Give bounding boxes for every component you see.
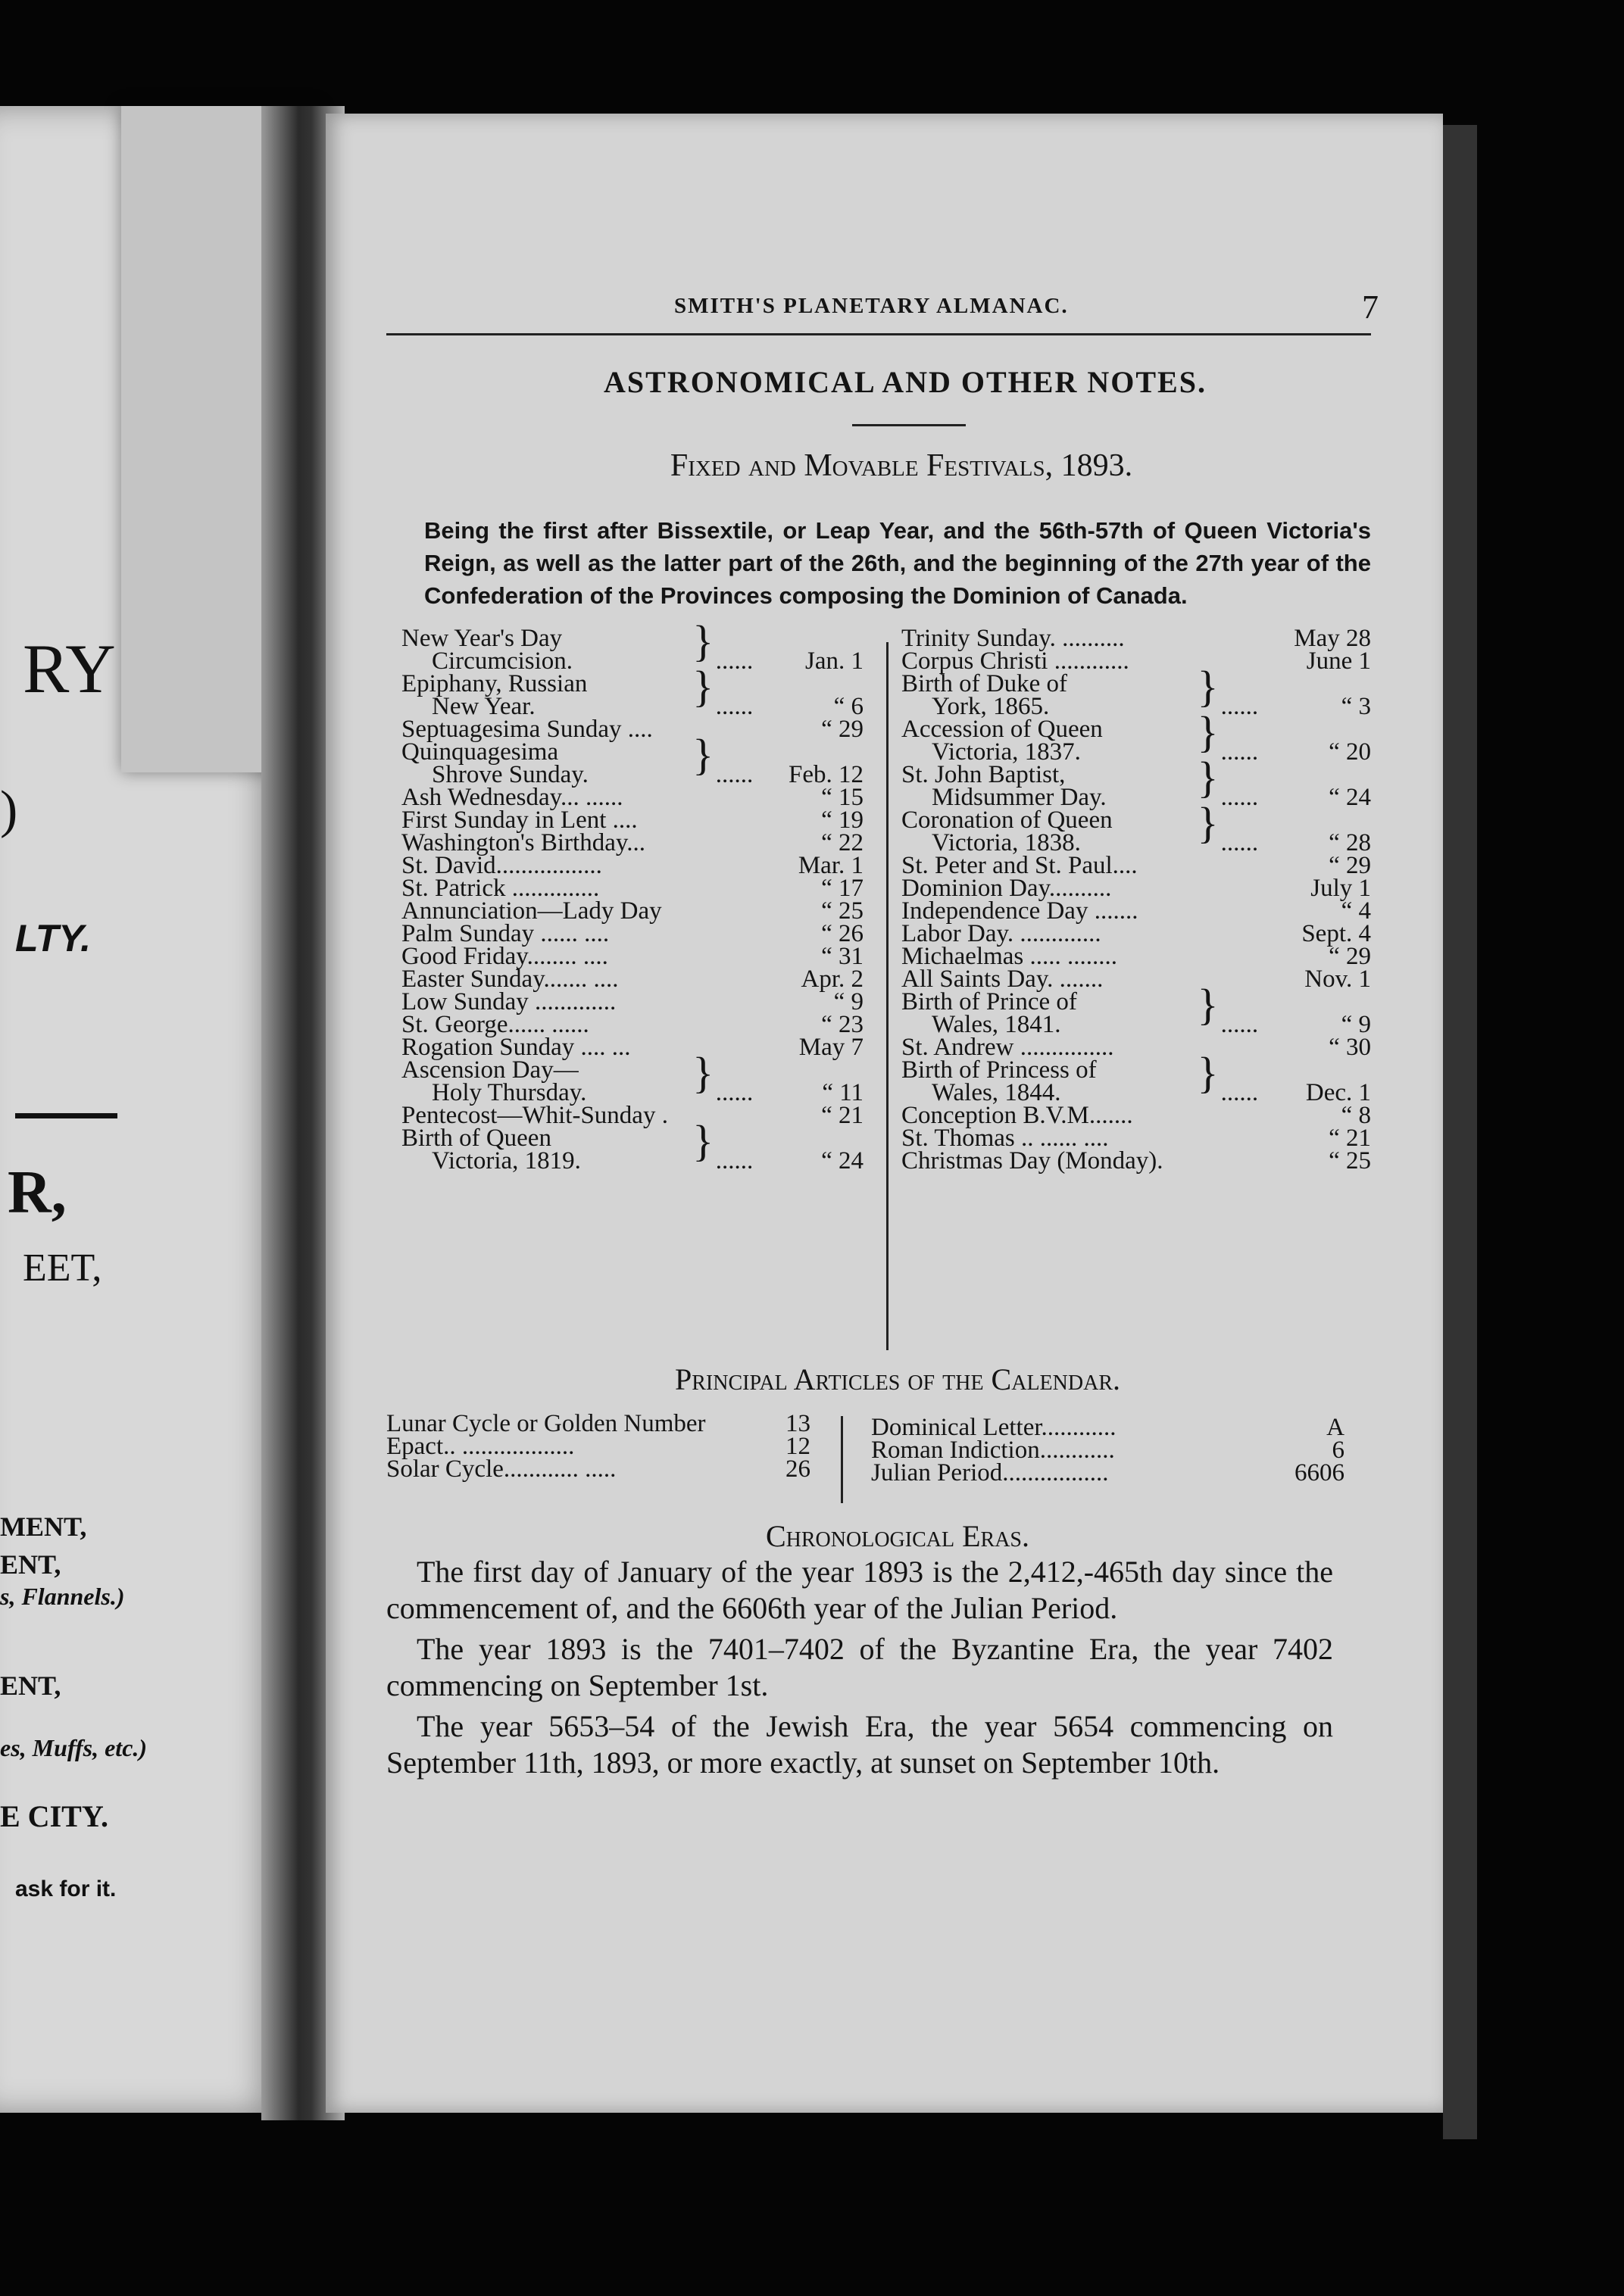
festival-name: Labor Day. ............. [901,920,1101,947]
festival-date: Jan. 1 [805,647,864,675]
running-header [386,280,1379,335]
festival-row [901,1056,1371,1084]
festival-date: “ 19 [821,806,864,834]
festival-name: St. Thomas .. ...... .... [901,1125,1109,1152]
festival-row [401,738,864,766]
calendar-article-row [386,1455,810,1483]
chronological-eras-title: Chronological Eras. [765,1519,1029,1553]
calendar-article-name: Roman Indiction............ [871,1437,1115,1464]
festival-row [901,1127,1371,1150]
section-subtitle: Fixed and Movable Festivals, 1893. [670,448,1133,483]
festival-date: “ 21 [1329,1125,1371,1152]
festival-date: “ 28 [1329,829,1371,856]
left-fragment: ENT, [0,1549,61,1580]
festival-date: “ 9 [833,988,864,1015]
brace-mark: } [692,616,714,666]
festival-row [401,945,864,968]
festival-name: Michaelmas ..... ........ [901,943,1118,970]
principal-articles-table [386,1412,1371,1503]
leader-dots: ...... [1220,738,1259,766]
left-fragment: E CITY. [0,1799,109,1833]
festival-name: St. John Baptist, [901,761,1066,788]
festival-name: Coronation of Queen [901,806,1113,834]
festival-date: “ 17 [821,875,864,902]
left-fragment: EET, [23,1246,102,1290]
festival-row [401,1104,864,1127]
calendar-article-name: Lunar Cycle or Golden Number [386,1410,706,1437]
brace-mark: } [1197,798,1219,847]
festival-row [901,877,1371,900]
festival-date: May 28 [1294,625,1371,652]
festival-name: Dominion Day.......... [901,875,1112,902]
left-fragment: ENT, [0,1671,61,1701]
left-fragment: s, Flannels.) [0,1583,125,1610]
festival-name: St. George...... ...... [401,1011,589,1038]
festival-row [401,877,864,900]
festival-name: Wales, 1844. [932,1079,1061,1106]
leader-dots: ...... [715,693,754,720]
festival-row [401,718,864,741]
calendar-article-value: 13 [785,1410,810,1437]
festival-date: “ 4 [1341,897,1371,925]
festival-row [901,627,1371,650]
calendar-article-name: Julian Period................. [871,1459,1109,1486]
festival-name: Rogation Sunday .... ... [401,1034,631,1061]
festival-row [401,1013,864,1036]
left-fragment: RY [23,630,116,707]
brace-mark: } [1197,1048,1219,1097]
festival-name: Corpus Christi ............ [901,647,1129,675]
festival-name: St. David................. [401,852,602,879]
left-fragment: ask for it. [15,1876,117,1901]
festival-name: Birth of Prince of [901,988,1077,1015]
festival-row [901,854,1371,877]
festival-date: June 1 [1306,647,1371,675]
left-fragment: LTY. [15,917,92,959]
festival-date: “ 24 [821,1147,864,1175]
festival-row [901,718,1371,741]
festival-date: “ 29 [821,716,864,743]
festival-row [401,1036,864,1059]
title-rule [852,424,966,426]
festival-row [901,1147,1371,1175]
calendar-article-name: Solar Cycle............ ..... [386,1455,617,1483]
left-fragment: R, [8,1159,67,1226]
festival-name: Victoria, 1819. [432,1147,581,1175]
chronological-eras-text [386,1554,1333,1781]
calendar-article-value: A [1326,1414,1344,1441]
festival-row [901,966,1371,993]
left-fragment: ) [0,781,18,839]
festival-date: “ 24 [1329,784,1371,811]
intro-paragraph: Being the first after Bissextile, or Leap Year, and the 56th-57th of Queen Victoria's Reign, as well as the latter part of the 26th, and the beginning of the 27th year of the Confederation of the Provinces composing the Dominion of Canada. [424,517,1371,609]
festival-row [901,672,1371,695]
calendar-article-value: 6606 [1295,1459,1344,1486]
festival-row [401,672,864,695]
festival-name: Birth of Duke of [901,670,1068,697]
festival-name: Wales, 1841. [932,1011,1061,1038]
festival-row [901,990,1371,1013]
festival-date: May 7 [798,1034,864,1061]
festival-date: “ 20 [1329,738,1371,766]
festival-date: “ 6 [833,693,864,720]
brace-mark: } [692,1048,714,1097]
festival-name: Low Sunday ............. [401,988,617,1015]
calendar-article-row [871,1416,1344,1439]
leader-dots: ...... [715,1147,754,1175]
festival-name: Victoria, 1838. [932,829,1081,856]
festival-date: “ 21 [821,1102,864,1129]
festival-row [401,897,864,925]
festival-name: New Year. [432,693,536,720]
brace-mark: } [692,1116,714,1165]
festival-date: Nov. 1 [1304,966,1371,993]
festival-name: Christmas Day (Monday). [901,1147,1163,1175]
column-divider [841,1416,843,1503]
brace-mark: } [1197,753,1219,802]
leader-dots: ...... [715,761,754,788]
festival-date: “ 9 [1341,1011,1371,1038]
festival-date: “ 3 [1341,693,1371,720]
festival-name: Annunciation—Lady Day [401,897,662,925]
festival-date: Mar. 1 [798,852,864,879]
festival-row [901,806,1371,834]
left-rule [15,1113,117,1118]
calendar-article-name: Dominical Letter............ [871,1414,1116,1441]
festivals-table [386,616,1371,1346]
festival-name: Shrove Sunday. [432,761,589,788]
leader-dots: ...... [1220,1079,1259,1106]
left-fragment: es, Muffs, etc.) [0,1734,148,1761]
festival-name: Independence Day ....... [901,897,1138,925]
festival-name: St. Andrew ............... [901,1034,1114,1061]
brace-mark: } [1197,662,1219,711]
column-divider [886,642,889,1350]
leader-dots: ...... [1220,784,1259,811]
festival-name: Circumcision. [432,647,573,675]
festivals-left-column [401,616,864,1175]
festival-date: Apr. 2 [801,966,864,993]
leader-dots: ...... [1220,829,1259,856]
calendar-article-row [871,1459,1344,1486]
principal-articles-title: Principal Articles of the Calendar. [674,1362,1120,1396]
festival-name: Ascension Day— [401,1056,579,1084]
calendar-article-row [871,1439,1344,1462]
leader-dots: ...... [715,1079,754,1106]
leader-dots: ...... [1220,1011,1259,1038]
festival-row [401,1056,864,1084]
principal-right-column [871,1416,1344,1484]
festival-name: Victoria, 1837. [932,738,1081,766]
festival-row [901,1104,1371,1127]
festival-date: “ 23 [821,1011,864,1038]
festival-name: Palm Sunday ...... .... [401,920,610,947]
festival-date: “ 8 [1341,1102,1371,1129]
festival-date: July 1 [1310,875,1371,902]
festival-name: Birth of Princess of [901,1056,1097,1084]
calendar-article-value: 12 [785,1433,810,1460]
page-content [386,280,1379,1786]
festival-name: Accession of Queen [901,716,1103,743]
festival-name: Good Friday........ .... [401,943,608,970]
festival-date: “ 29 [1329,852,1371,879]
festival-row [401,966,864,993]
festival-name: Holy Thursday. [432,1079,587,1106]
festival-date: “ 25 [1329,1147,1371,1175]
era-paragraph: The year 1893 is the 7401–7402 of the Byzantine Era, the year 7402 commencing on September 1st. [386,1632,1333,1702]
festival-date: “ 11 [822,1079,864,1106]
calendar-article-value: 6 [1332,1437,1344,1464]
running-head: SMITH'S PLANETARY ALMANAC. [674,294,1069,318]
festival-name: Pentecost—Whit-Sunday . [401,1102,668,1129]
festival-date: “ 25 [821,897,864,925]
festival-name: Easter Sunday....... .... [401,966,619,993]
festival-name: Septuagesima Sunday .... [401,716,653,743]
festival-date: “ 15 [821,784,864,811]
calendar-article-row [386,1412,810,1435]
brace-mark: } [1197,980,1219,1029]
festival-name: First Sunday in Lent .... [401,806,638,834]
festival-date: Feb. 12 [789,761,864,788]
festival-row [401,922,864,945]
leader-dots: ...... [715,647,754,675]
era-paragraph: The year 5653–54 of the Jewish Era, the year 5654 commencing on September 11th, 1893, or more exactly, at sunset on September 10th. [386,1709,1333,1780]
festival-name: St. Patrick .............. [401,875,600,902]
brace-mark: } [1197,707,1219,756]
brace-mark: } [692,730,714,779]
principal-left-column [386,1410,810,1483]
festival-row [401,854,864,877]
festival-date: Sept. 4 [1301,920,1371,947]
festival-date: Dec. 1 [1305,1079,1371,1106]
festival-name: Birth of Queen [401,1125,551,1152]
festival-date: “ 30 [1329,1034,1371,1061]
festival-name: Midsummer Day. [932,784,1107,811]
festival-row [401,990,864,1013]
page-title: ASTRONOMICAL AND OTHER NOTES. [604,365,1207,399]
festival-date: “ 26 [821,920,864,947]
festival-name: Trinity Sunday. .......... [901,625,1125,652]
festival-row [401,1127,864,1150]
festival-name: Washington's Birthday... [401,829,645,856]
right-page-edge [1443,125,1477,2139]
festival-row [901,647,1371,675]
festival-name: Ash Wednesday... ...... [401,784,623,811]
festival-name: New Year's Day [401,625,563,652]
festival-row [401,627,864,650]
festival-date: “ 29 [1329,943,1371,970]
festival-name: All Saints Day. ....... [901,966,1104,993]
festival-name: Epiphany, Russian [401,670,588,697]
festival-row [401,786,864,809]
calendar-article-row [386,1435,810,1458]
festival-row [901,945,1371,968]
festival-name: York, 1865. [932,693,1050,720]
festival-name: Conception B.V.M....... [901,1102,1133,1129]
leader-dots: ...... [1220,693,1259,720]
calendar-article-name: Epact.. .................. [386,1433,575,1460]
festival-date: “ 31 [821,943,864,970]
festival-name: Quinquagesima [401,738,559,766]
festival-row [401,831,864,854]
festival-row [401,806,864,834]
festival-row [901,897,1371,925]
calendar-article-value: 26 [785,1455,810,1483]
festival-date: “ 22 [821,829,864,856]
festival-row [901,922,1371,945]
festivals-right-column [901,625,1371,1175]
festival-row [901,763,1371,786]
left-fragment: MENT, [0,1511,87,1542]
festival-row [901,1036,1371,1059]
brace-mark: } [692,662,714,711]
era-paragraph: The first day of January of the year 1893 is the 2,412,-465th day since the commencement of, and the 6606th year of the Julian Period. [386,1555,1333,1625]
festival-name: St. Peter and St. Paul.... [901,852,1138,879]
page-number: 7 [1362,289,1379,326]
